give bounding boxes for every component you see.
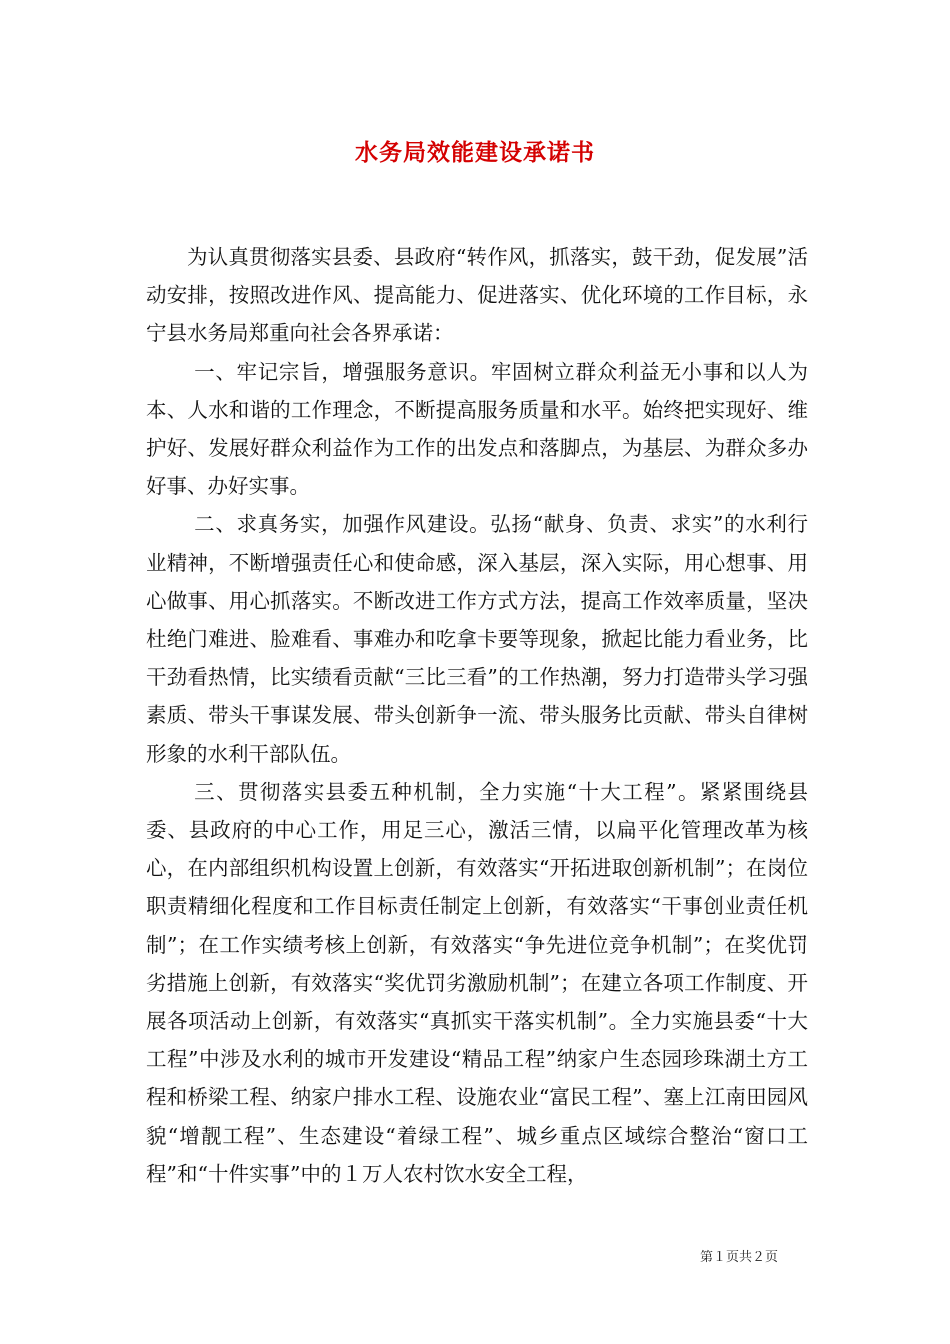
page-title: 水务局效能建设承诺书: [355, 139, 595, 166]
paragraph-intro: 为认真贯彻落实县委、县政府“转作风，抓落实，鼓干劲，促发展”活动安排，按照改进作风、提高能力、促进落实、优化环境的工作目标，永宁县水务局郑重向社会各界承诺：: [146, 245, 808, 346]
paragraph-commitment-1: 一、牢记宗旨，增强服务意识。牢固树立群众利益无小事和以人为本、人水和谐的工作理念，不断提高服务质量和水平。始终把实现好、维护好、发展好群众利益作为工作的出发点和落脚点，为基层、为群众多办好事、办好实事。: [146, 359, 808, 499]
page-number: 第１页共２页: [700, 1250, 779, 1265]
paragraph-commitment-3: 三、贯彻落实县委五种机制，全力实施“十大工程”。紧紧围绕县委、县政府的中心工作，用足三心，激活三情，以扁平化管理改革为核心，在内部组织机构设置上创新，有效落实“开拓进取创新机制”；在岗位职责精细化程度和工作目标责任制定上创新，有效落实“干事创业责任机制”；在工作实绩考核上创新，有效落实“争先进位竞争机制”；在奖优罚劣措施上创新，有效落实“奖优罚劣激励机制”；在建立各项工作制度、开展各项活动上创新，有效落实“真抓实干落实机制”。全力实施县委“十大工程”中涉及水利的城市开发建设“精品工程”纳家户生态园珍珠湖土方工程和桥梁工程、纳家户排水工程、设施农业“富民工程”、塞上江南田园风貌“增靓工程”、生态建设“着绿工程”、城乡重点区域综合整治“窗口工程”和“十件实事”中的１万人农村饮水安全工程，: [146, 779, 808, 1186]
paragraph-commitment-2: 二、求真务实，加强作风建设。弘扬“献身、负责、求实”的水利行业精神，不断增强责任心和使命感，深入基层，深入实际，用心想事、用心做事、用心抓落实。不断改进工作方式方法，提高工作效率质量，坚决杜绝门难进、脸难看、事难办和吃拿卡要等现象，掀起比能力看业务，比干劲看热情，比实绩看贡献“三比三看”的工作热潮，努力打造带头学习强素质、带头干事谋发展、带头创新争一流、带头服务比贡献、带头自律树形象的水利干部队伍。: [146, 512, 808, 766]
document-body: [146, 238, 808, 1193]
